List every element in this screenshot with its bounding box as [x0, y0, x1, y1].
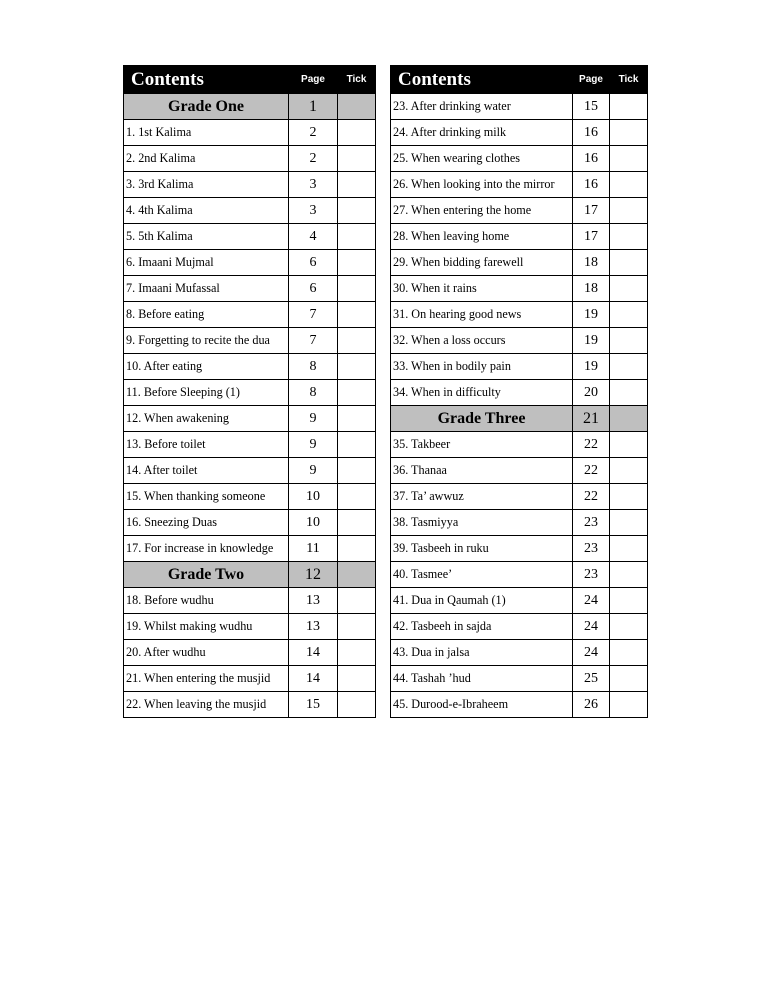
- dua-title: 39. Tasbeeh in ruku: [391, 536, 573, 562]
- contents-header-row: [391, 66, 648, 94]
- contents-row: [391, 276, 648, 302]
- page-number: 2: [289, 120, 338, 146]
- page-number: 8: [289, 380, 338, 406]
- dua-title: 38. Tasmiyya: [391, 510, 573, 536]
- tick-box[interactable]: [338, 224, 376, 250]
- page-number: 8: [289, 354, 338, 380]
- grade-section-row: [124, 94, 376, 120]
- tick-box[interactable]: [610, 172, 648, 198]
- page-number: 11: [289, 536, 338, 562]
- page-number: 23: [573, 562, 610, 588]
- dua-title: 8. Before eating: [124, 302, 289, 328]
- tick-box[interactable]: [338, 120, 376, 146]
- dua-title: 5. 5th Kalima: [124, 224, 289, 250]
- contents-row: [124, 276, 376, 302]
- contents-row: [124, 380, 376, 406]
- contents-row: [391, 380, 648, 406]
- tick-box[interactable]: [610, 484, 648, 510]
- tick-box[interactable]: [610, 146, 648, 172]
- contents-row: [124, 588, 376, 614]
- contents-row: [391, 198, 648, 224]
- contents-row: [391, 484, 648, 510]
- contents-row: [391, 224, 648, 250]
- tick-box[interactable]: [338, 354, 376, 380]
- page-number: 15: [573, 94, 610, 120]
- contents-row: [391, 146, 648, 172]
- page-number: 26: [573, 692, 610, 718]
- contents-row: [124, 120, 376, 146]
- dua-title: 6. Imaani Mujmal: [124, 250, 289, 276]
- grade-title: Grade Three: [391, 406, 573, 432]
- contents-row: [124, 406, 376, 432]
- tick-box[interactable]: [610, 94, 648, 120]
- dua-title: 45. Durood-e-Ibraheem: [391, 692, 573, 718]
- tick-box[interactable]: [610, 458, 648, 484]
- tick-box[interactable]: [338, 276, 376, 302]
- dua-title: 44. Tashah ’hud: [391, 666, 573, 692]
- dua-title: 31. On hearing good news: [391, 302, 573, 328]
- page-number: 24: [573, 640, 610, 666]
- page-number: 1: [289, 94, 338, 120]
- tick-box[interactable]: [338, 380, 376, 406]
- contents-row: [124, 328, 376, 354]
- dua-title: 13. Before toilet: [124, 432, 289, 458]
- page-number: 25: [573, 666, 610, 692]
- dua-title: 36. Thanaa: [391, 458, 573, 484]
- page-number: 16: [573, 120, 610, 146]
- page-number: 18: [573, 276, 610, 302]
- contents-row: [124, 692, 376, 718]
- tick-box[interactable]: [338, 510, 376, 536]
- tick-box[interactable]: [338, 328, 376, 354]
- dua-title: 26. When looking into the mirror: [391, 172, 573, 198]
- contents-row: [124, 302, 376, 328]
- contents-row: [124, 510, 376, 536]
- page-number: 7: [289, 302, 338, 328]
- dua-title: 24. After drinking milk: [391, 120, 573, 146]
- dua-title: 20. After wudhu: [124, 640, 289, 666]
- page-number: 19: [573, 354, 610, 380]
- contents-row: [391, 692, 648, 718]
- page-number: 14: [289, 640, 338, 666]
- dua-title: 23. After drinking water: [391, 94, 573, 120]
- contents-row: [391, 510, 648, 536]
- contents-table-right: [390, 65, 648, 718]
- dua-title: 12. When awakening: [124, 406, 289, 432]
- tick-box[interactable]: [610, 432, 648, 458]
- grade-section-row: [124, 562, 376, 588]
- dua-title: 1. 1st Kalima: [124, 120, 289, 146]
- tick-box[interactable]: [610, 302, 648, 328]
- tick-box[interactable]: [338, 536, 376, 562]
- dua-title: 32. When a loss occurs: [391, 328, 573, 354]
- contents-row: [391, 614, 648, 640]
- dua-title: 28. When leaving home: [391, 224, 573, 250]
- dua-title: 22. When leaving the musjid: [124, 692, 289, 718]
- page-number: 16: [573, 146, 610, 172]
- tick-box[interactable]: [610, 276, 648, 302]
- page-number: 6: [289, 276, 338, 302]
- tick-box[interactable]: [338, 94, 376, 120]
- tick-box[interactable]: [338, 692, 376, 718]
- tick-box[interactable]: [338, 484, 376, 510]
- contents-heading: Contents: [391, 66, 573, 94]
- page-number: 19: [573, 302, 610, 328]
- tick-box[interactable]: [610, 380, 648, 406]
- dua-title: 43. Dua in jalsa: [391, 640, 573, 666]
- page-number: 22: [573, 484, 610, 510]
- page-column-header: Page: [289, 66, 338, 94]
- page-number: 14: [289, 666, 338, 692]
- page-number: 17: [573, 224, 610, 250]
- page-number: 16: [573, 172, 610, 198]
- tick-box[interactable]: [338, 588, 376, 614]
- tick-column-header: Tick: [610, 66, 648, 94]
- dua-title: 25. When wearing clothes: [391, 146, 573, 172]
- page-number: 15: [289, 692, 338, 718]
- dua-title: 37. Ta’ awwuz: [391, 484, 573, 510]
- page-number: 9: [289, 458, 338, 484]
- page-number: 19: [573, 328, 610, 354]
- page-number: 21: [573, 406, 610, 432]
- dua-title: 34. When in difficulty: [391, 380, 573, 406]
- tick-box[interactable]: [338, 562, 376, 588]
- tick-box[interactable]: [338, 172, 376, 198]
- tick-box[interactable]: [610, 224, 648, 250]
- contents-row: [391, 250, 648, 276]
- page-column-header: Page: [573, 66, 610, 94]
- contents-rows-left: [124, 94, 376, 718]
- page-number: 13: [289, 614, 338, 640]
- tick-box[interactable]: [338, 198, 376, 224]
- contents-row: [391, 536, 648, 562]
- page-number: 22: [573, 432, 610, 458]
- tick-box[interactable]: [338, 432, 376, 458]
- dua-title: 18. Before wudhu: [124, 588, 289, 614]
- dua-title: 9. Forgetting to recite the dua: [124, 328, 289, 354]
- contents-row: [391, 94, 648, 120]
- contents-row: [391, 354, 648, 380]
- dua-title: 2. 2nd Kalima: [124, 146, 289, 172]
- contents-row: [391, 302, 648, 328]
- dua-title: 3. 3rd Kalima: [124, 172, 289, 198]
- tick-box[interactable]: [610, 354, 648, 380]
- contents-row: [124, 250, 376, 276]
- contents-row: [391, 172, 648, 198]
- contents-heading: Contents: [124, 66, 289, 94]
- page-number: 3: [289, 172, 338, 198]
- contents-row: [391, 432, 648, 458]
- tick-box[interactable]: [338, 640, 376, 666]
- dua-title: 11. Before Sleeping (1): [124, 380, 289, 406]
- contents-row: [124, 484, 376, 510]
- dua-title: 33. When in bodily pain: [391, 354, 573, 380]
- tick-box[interactable]: [610, 120, 648, 146]
- page-number: 24: [573, 588, 610, 614]
- dua-title: 42. Tasbeeh in sajda: [391, 614, 573, 640]
- contents-row: [124, 146, 376, 172]
- tick-box[interactable]: [338, 250, 376, 276]
- page-number: 3: [289, 198, 338, 224]
- contents-row: [391, 458, 648, 484]
- tick-box[interactable]: [338, 666, 376, 692]
- contents-row: [124, 172, 376, 198]
- page-number: 6: [289, 250, 338, 276]
- tick-box[interactable]: [338, 614, 376, 640]
- contents-row: [124, 536, 376, 562]
- contents-row: [124, 640, 376, 666]
- dua-title: 10. After eating: [124, 354, 289, 380]
- contents-row: [124, 614, 376, 640]
- dua-title: 41. Dua in Qaumah (1): [391, 588, 573, 614]
- dua-title: 7. Imaani Mufassal: [124, 276, 289, 302]
- grade-title: Grade One: [124, 94, 289, 120]
- page-number: 9: [289, 432, 338, 458]
- dua-title: 17. For increase in knowledge: [124, 536, 289, 562]
- tick-box[interactable]: [610, 640, 648, 666]
- dua-title: 29. When bidding farewell: [391, 250, 573, 276]
- contents-row: [124, 224, 376, 250]
- contents-row: [391, 588, 648, 614]
- tick-box[interactable]: [610, 692, 648, 718]
- tick-box[interactable]: [610, 562, 648, 588]
- dua-title: 16. Sneezing Duas: [124, 510, 289, 536]
- dua-title: 35. Takbeer: [391, 432, 573, 458]
- tick-box[interactable]: [610, 666, 648, 692]
- tick-box[interactable]: [610, 198, 648, 224]
- tick-box[interactable]: [338, 146, 376, 172]
- tick-box[interactable]: [610, 510, 648, 536]
- page-number: 18: [573, 250, 610, 276]
- contents-row: [391, 328, 648, 354]
- tick-box[interactable]: [610, 406, 648, 432]
- page-number: 10: [289, 510, 338, 536]
- dua-title: 40. Tasmee’: [391, 562, 573, 588]
- contents-row: [124, 198, 376, 224]
- page-number: 2: [289, 146, 338, 172]
- dua-title: 15. When thanking someone: [124, 484, 289, 510]
- page-number: 10: [289, 484, 338, 510]
- contents-row: [391, 640, 648, 666]
- contents-row: [124, 666, 376, 692]
- contents-row: [124, 458, 376, 484]
- page-number: 22: [573, 458, 610, 484]
- contents-header-row: [124, 66, 376, 94]
- tick-box[interactable]: [338, 302, 376, 328]
- tick-box[interactable]: [610, 614, 648, 640]
- page-number: 20: [573, 380, 610, 406]
- grade-title: Grade Two: [124, 562, 289, 588]
- page-number: 13: [289, 588, 338, 614]
- tick-box[interactable]: [610, 250, 648, 276]
- page-number: 12: [289, 562, 338, 588]
- tick-box[interactable]: [610, 328, 648, 354]
- dua-title: 30. When it rains: [391, 276, 573, 302]
- dua-title: 19. Whilst making wudhu: [124, 614, 289, 640]
- dua-title: 27. When entering the home: [391, 198, 573, 224]
- tick-box[interactable]: [610, 536, 648, 562]
- contents-rows-right: [391, 94, 648, 718]
- contents-row: [391, 562, 648, 588]
- page-number: 24: [573, 614, 610, 640]
- tick-box[interactable]: [338, 406, 376, 432]
- tick-column-header: Tick: [338, 66, 376, 94]
- tick-box[interactable]: [338, 458, 376, 484]
- grade-section-row: [391, 406, 648, 432]
- contents-table-left: [123, 65, 376, 718]
- page-number: 17: [573, 198, 610, 224]
- page-number: 23: [573, 536, 610, 562]
- dua-title: 21. When entering the musjid: [124, 666, 289, 692]
- contents-row: [124, 432, 376, 458]
- page-number: 23: [573, 510, 610, 536]
- tick-box[interactable]: [610, 588, 648, 614]
- dua-title: 4. 4th Kalima: [124, 198, 289, 224]
- contents-row: [124, 354, 376, 380]
- contents-row: [391, 120, 648, 146]
- page-number: 7: [289, 328, 338, 354]
- page-number: 9: [289, 406, 338, 432]
- page-number: 4: [289, 224, 338, 250]
- dua-title: 14. After toilet: [124, 458, 289, 484]
- contents-row: [391, 666, 648, 692]
